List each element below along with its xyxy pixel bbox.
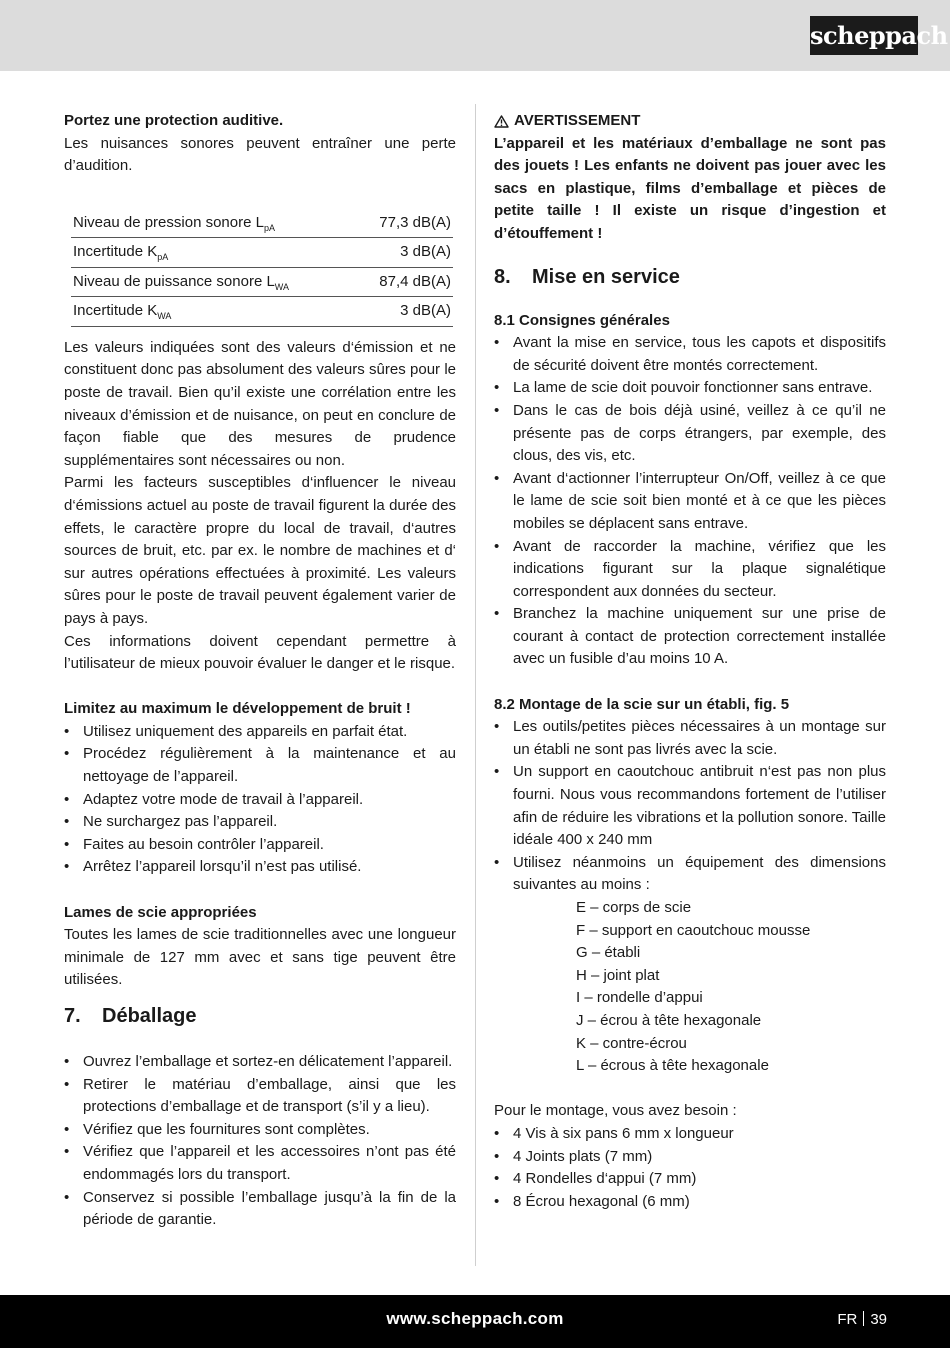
noise-table-value: 3 dB(A): [355, 297, 453, 327]
emission-paragraph-1: Les valeurs indiquées sont des valeurs d‘émission et ne constituent donc pas absolument des valeurs sûres pour le poste de travail. Bien qu’il existe une corrélation entre les niveaux d’émission et de nuisance, on peut en conclure de façon fiable que des mesures de prudence supplémentaires sont nécessaires ou non.: [64, 338, 456, 469]
list-item: • Vérifiez que les fournitures sont complètes.: [64, 1119, 456, 1142]
mounting-needs-intro: Pour le montage, vous avez besoin :: [494, 1102, 737, 1120]
noise-table-row: [71, 297, 453, 327]
list-item: • Les outils/petites pièces nécessaires à un montage sur un établi ne sont pas livrés avec la scie.: [494, 716, 886, 761]
page-indicator: [837, 1311, 887, 1328]
list-item: • La lame de scie doit pouvoir fonctionner sans entrave.: [494, 377, 886, 400]
noise-table-row: [71, 238, 453, 268]
unpacking-list: [64, 1051, 456, 1232]
warning-title: AVERTISSEMENT: [514, 112, 641, 129]
list-item: • Ne surchargez pas l’appareil.: [64, 811, 456, 834]
hearing-protection-heading: Portez une protection auditive.: [64, 112, 284, 129]
emission-paragraph-2: Parmi les facteurs susceptibles d‘influencer le niveau d‘émissions actuel au poste de travail figurent la durée des effets, le caractère propre du local de travail, d‘autres sources de bruit, etc. par ex. le nombre de machines et d‘ sur autres opérations effectuées à proximité. Les valeurs sûres pour le poste de travail peuvent également varier de pays à pays.: [64, 474, 456, 627]
warning-heading: [494, 110, 886, 133]
warning-text: L’appareil et les matériaux d’emballage ne sont pas des jouets ! Les enfants ne doivent pas jouer avec les sacs en plastique, films d’emballage et pièces de petite taille ! Il existe un risque d’ingestion et d’étouffement !: [494, 134, 886, 242]
right-column: [494, 110, 886, 1213]
website-url: www.scheppach.com: [386, 1309, 564, 1328]
page-number: 39: [870, 1311, 887, 1328]
noise-table-value: 87,4 dB(A): [355, 267, 453, 297]
section-8-number: 8.: [494, 265, 511, 288]
list-item: • 4 Rondelles d‘appui (7 mm): [494, 1168, 886, 1191]
general-instructions-list: [494, 332, 886, 671]
brand-logo: scheppach: [810, 16, 918, 55]
noise-values-table: [71, 209, 453, 327]
subsection-8-2-heading: 8.2 Montage de la scie sur un établi, fig. 5: [494, 695, 790, 713]
list-item: • Faites au besoin contrôler l’appareil.: [64, 834, 456, 857]
emission-paragraph-3: Ces informations doivent cependant permettre à l’utilisateur de mieux pouvoir évaluer le danger et le risque.: [64, 632, 456, 673]
footer-bar: [0, 1295, 950, 1348]
list-item: • Dans le cas de bois déjà usiné, veillez à ce qu’il ne présente pas de corps étrangers, par exemple, des clous, des vis, etc.: [494, 400, 886, 468]
section-8-title: Mise en service: [532, 265, 680, 288]
list-item: • Avant la mise en service, tous les capots et dispositifs de sécurité doivent être montés correctement.: [494, 332, 886, 377]
noise-table-row: [71, 267, 453, 297]
noise-limit-heading: Limitez au maximum le développement de bruit !: [64, 700, 411, 718]
part-item: K – contre-écrou: [576, 1034, 687, 1052]
section-7-heading: [64, 1003, 456, 1029]
part-item: F – support en caoutchouc mousse: [576, 921, 811, 939]
list-item: • Arrêtez l’appareil lorsqu’il n’est pas utilisé.: [64, 856, 456, 879]
noise-table-value: 3 dB(A): [355, 238, 453, 268]
list-item: • 4 Joints plats (7 mm): [494, 1146, 886, 1169]
list-item: • 8 Écrou hexagonal (6 mm): [494, 1191, 886, 1214]
saw-blades-heading: Lames de scie appropriées: [64, 903, 257, 921]
section-7-number: 7.: [64, 1005, 81, 1027]
warning-triangle-icon: [494, 115, 509, 128]
part-item: H – joint plat: [576, 966, 660, 984]
list-item: • Conservez si possible l’emballage jusqu’à la fin de la période de garantie.: [64, 1187, 456, 1232]
noise-table-value: 77,3 dB(A): [355, 209, 453, 238]
page-separator: [863, 1311, 864, 1326]
saw-blades-text: Toutes les lames de scie traditionnelles avec une longueur minimale de 127 mm avec et sans tige peuvent être utilisées.: [64, 926, 456, 989]
hearing-protection-text: Les nuisances sonores peuvent entraîner une perte d’audition.: [64, 134, 456, 175]
noise-table-label: Incertitude $K_{pA}$: [71, 238, 355, 268]
noise-table-label: Niveau de puissance sonore $L_{WA}$: [71, 267, 355, 297]
part-item: L – écrous à tête hexagonale: [576, 1057, 769, 1075]
section-7-title: Déballage: [102, 1005, 197, 1027]
part-item: I – rondelle d’appui: [576, 989, 703, 1007]
language-code: FR: [837, 1311, 858, 1328]
part-item: J – écrou à tête hexagonale: [576, 1011, 762, 1029]
mounting-hardware-list: [494, 1123, 886, 1213]
subsection-8-1-heading: 8.1 Consignes générales: [494, 311, 670, 329]
list-item: • Utilisez néanmoins un équipement des dimensions suivantes au moins :: [494, 852, 886, 897]
parts-list: [494, 897, 886, 1078]
list-item: • 4 Vis à six pans 6 mm x longueur: [494, 1123, 886, 1146]
noise-table-label: Niveau de pression sonore $L_{pA}$: [71, 209, 355, 238]
header-bar: [0, 0, 950, 71]
noise-limit-list: [64, 721, 456, 879]
list-item: • Procédez régulièrement à la maintenance et au nettoyage de l’appareil.: [64, 743, 456, 788]
list-item: • Vérifiez que l’appareil et les accessoires n’ont pas été endommagés lors du transport.: [64, 1141, 456, 1186]
list-item: • Avant de raccorder la machine, vérifiez que les indications figurant sur la plaque signalétique correspondent aux données du secteur.: [494, 536, 886, 604]
list-item: • Ouvrez l’emballage et sortez-en délicatement l’appareil.: [64, 1051, 456, 1074]
part-item: G – établi: [576, 944, 641, 962]
list-item: • Un support en caoutchouc antibruit n‘est pas non plus fourni. Nous vous recommandons fortement de l’utiliser afin de réduire les vibrations et la pollution sonore. Taille idéale 400 x 240 mm: [494, 761, 886, 851]
left-column: [64, 110, 456, 1232]
workbench-mounting-list: [494, 716, 886, 897]
noise-table-row: [71, 209, 453, 238]
list-item: • Adaptez votre mode de travail à l’appareil.: [64, 789, 456, 812]
list-item: • Utilisez uniquement des appareils en parfait état.: [64, 721, 456, 744]
part-item: E – corps de scie: [576, 899, 692, 916]
list-item: • Avant d‘actionner l’interrupteur On/Off, veillez à ce que le lame de scie soit bien monté et à ce que les pièces mobiles se déplacent sans entrave.: [494, 468, 886, 536]
section-8-heading: [494, 264, 886, 290]
list-item: • Retirer le matériau d’emballage, ainsi que les protections d’emballage et de transport (s’il y a lieu).: [64, 1074, 456, 1119]
column-divider: [475, 104, 476, 1266]
noise-table-label: Incertitude $K_{WA}$: [71, 297, 355, 327]
list-item: • Branchez la machine uniquement sur une prise de courant à contact de protection correctement installée avec un fusible d’au moins 10 A.: [494, 603, 886, 671]
